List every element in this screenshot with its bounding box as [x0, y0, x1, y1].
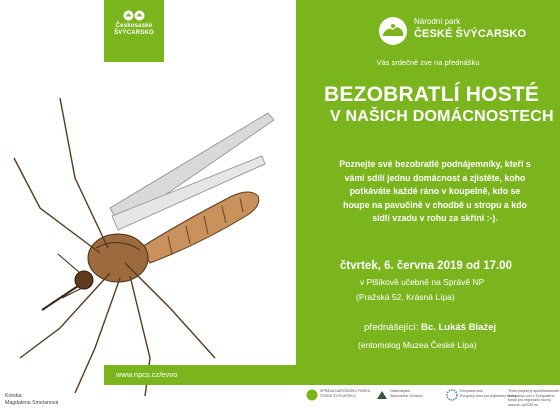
title-line1: BEZOBRATLÍ HOSTÉ	[324, 83, 540, 106]
speaker-prefix: přednášející:	[364, 322, 419, 333]
illustration-credit: Kresba: Magdalena Smetanová	[5, 393, 59, 406]
speaker-role: (entomolog Muzea České Lípa)	[358, 340, 477, 350]
description	[310, 158, 560, 226]
speaker-name: Bc. Lukáš Blažej	[421, 322, 497, 333]
description-line: vámi sdílí jednu domácnost a zjistěte, koho	[344, 172, 526, 183]
partner-funding-note: Tento projekt je spolufinancován Evropskou unií z Evropského fondu pro regionální rozvoj www.sn-cz2020.eu	[508, 389, 560, 407]
partner-park-admin: SPRÁVA NÁRODNÍHO PARKU ČESKÉ ŠVÝCARSKO	[320, 389, 371, 398]
speaker-line	[364, 322, 496, 333]
np-small-title: Národní park	[414, 17, 461, 26]
mosquito-illustration	[0, 58, 296, 398]
event-venue: v Plšíkově učebně na Správě NP	[360, 277, 485, 287]
right-panel	[296, 0, 560, 385]
brand-line1: Českosaské	[115, 23, 153, 29]
nationalpark-logo-icon	[376, 389, 388, 401]
event-date: čtvrtek, 6. června 2019 od 17.00	[340, 260, 512, 272]
event-address: (Pražská 52, Krásná Lípa)	[356, 292, 455, 302]
eu-stars-icon	[446, 389, 458, 401]
partner-eu: Evropská unie Evropský fond pro regionální rozvoj	[460, 389, 517, 398]
description-line: potkáváte každé ráno v koupelně, kdo se	[349, 186, 521, 196]
description-line: houpe na pavučině v chodbě u stropu a kdo	[343, 199, 527, 210]
brand-line2: ŠVÝCARSKO	[114, 30, 154, 36]
brand-tab	[104, 0, 164, 62]
partner-nationalpark: Nationalpark Sächsische Schweiz	[390, 389, 423, 398]
partner-logos	[296, 385, 560, 420]
cs-logo-icon	[123, 10, 145, 21]
national-park-logo-icon	[378, 16, 408, 46]
url-strip	[104, 365, 296, 385]
title-line2: V NAŠICH DOMÁCNOSTECH	[330, 108, 554, 125]
description-line: sídlí vzadu v rohu za skříní :-).	[372, 213, 498, 223]
description-line: Poznejte své bezobratlé podnájemníky, kteří s	[339, 159, 531, 169]
website-link[interactable]: www.npcs.cz/evvo	[116, 370, 178, 379]
invite-text: Vás srdečně zve na přednášku	[376, 58, 480, 67]
park-admin-logo-icon	[306, 389, 318, 401]
np-name: ČESKÉ ŠVÝCARSKO	[414, 28, 527, 40]
